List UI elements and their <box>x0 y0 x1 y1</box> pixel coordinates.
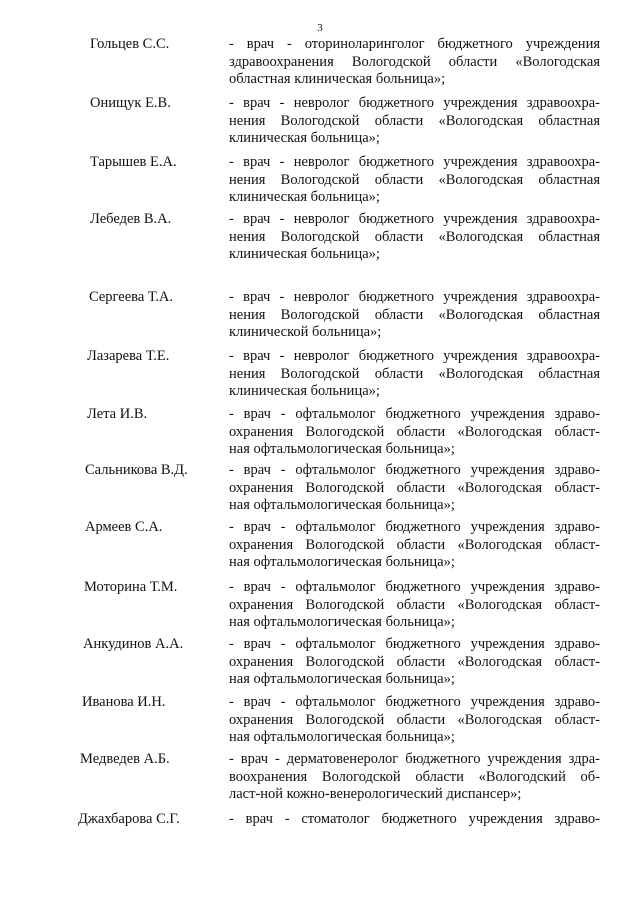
description-line: нения Вологодской области «Вологодская областная <box>229 112 600 129</box>
description-line: охранения Вологодской области «Вологодская област- <box>229 479 600 496</box>
description-line: - врач - невролог бюджетного учреждения здравоохра- <box>229 154 600 170</box>
person-name: Тарышев Е.А. <box>90 154 177 170</box>
position-description <box>229 636 600 689</box>
description-line: областная клиническая больница»; <box>229 71 446 87</box>
person-name: Лазарева Т.Е. <box>87 348 170 364</box>
position-description <box>229 95 600 148</box>
description-line: клиническая больница»; <box>229 130 380 146</box>
person-name: Иванова И.Н. <box>82 694 166 710</box>
description-line: ная офтальмологическая больница»; <box>229 497 455 513</box>
description-line: - врач - офтальмолог бюджетного учреждения здраво- <box>229 519 600 535</box>
description-line: - врач - невролог бюджетного учреждения здравоохра- <box>229 95 600 111</box>
position-description <box>229 694 600 747</box>
description-line: - врач - офтальмолог бюджетного учреждения здраво- <box>229 694 600 710</box>
position-description <box>229 579 600 632</box>
person-name: Лета И.В. <box>87 406 148 422</box>
person-name: Анкудинов А.А. <box>83 636 184 652</box>
description-line: охранения Вологодской области «Вологодская област- <box>229 653 600 670</box>
description-line: клиническая больница»; <box>229 246 380 262</box>
position-description <box>229 211 600 264</box>
description-line: ная офтальмологическая больница»; <box>229 441 455 457</box>
description-line: нения Вологодской области «Вологодская областная <box>229 306 600 323</box>
person-name: Моторина Т.М. <box>84 579 178 595</box>
position-description <box>229 348 600 401</box>
description-line: - врач - невролог бюджетного учреждения здравоохра- <box>229 211 600 227</box>
position-description <box>229 751 600 804</box>
person-name: Армеев С.А. <box>85 519 163 535</box>
description-line: клиническая больница»; <box>229 189 380 205</box>
person-name: Сальникова В.Д. <box>85 462 188 478</box>
description-line: охранения Вологодской области «Вологодская област- <box>229 711 600 728</box>
description-line: охранения Вологодской области «Вологодская област- <box>229 536 600 553</box>
description-line: ласт-ной кожно-венерологический диспансер»; <box>229 786 522 802</box>
description-line: воохранения Вологодской области «Вологодский об- <box>229 768 600 785</box>
description-line: - врач - офтальмолог бюджетного учреждения здраво- <box>229 579 600 595</box>
description-line: охранения Вологодской области «Вологодская област- <box>229 596 600 613</box>
description-line: охранения Вологодской области «Вологодская област- <box>229 423 600 440</box>
person-name: Медведев А.Б. <box>80 751 170 767</box>
position-description <box>229 811 600 829</box>
description-line: нения Вологодской области «Вологодская областная <box>229 228 600 245</box>
position-description <box>229 519 600 572</box>
position-description <box>229 289 600 342</box>
page-number: 3 <box>317 22 323 34</box>
description-line: - врач - стоматолог бюджетного учреждения здраво- <box>229 811 600 827</box>
person-name: Гольцев С.С. <box>90 36 170 52</box>
description-line: - врач - офтальмолог бюджетного учреждения здраво- <box>229 636 600 652</box>
description-line: ная офтальмологическая больница»; <box>229 671 455 687</box>
position-description <box>229 462 600 515</box>
description-line: клинической больница»; <box>229 324 382 340</box>
description-line: клиническая больница»; <box>229 383 380 399</box>
description-line: ная офтальмологическая больница»; <box>229 614 455 630</box>
description-line: - врач - невролог бюджетного учреждения здравоохра- <box>229 289 600 305</box>
description-line: - врач - офтальмолог бюджетного учреждения здраво- <box>229 462 600 478</box>
description-line: - врач - невролог бюджетного учреждения здравоохра- <box>229 348 600 364</box>
description-line: здравоохранения Вологодской области «Вологодская <box>229 53 600 70</box>
person-name: Сергеева Т.А. <box>89 289 174 305</box>
position-description <box>229 154 600 207</box>
description-line: - врач - офтальмолог бюджетного учреждения здраво- <box>229 406 600 422</box>
description-line: - врач - оториноларинголог бюджетного учреждения <box>229 36 600 52</box>
description-line: ная офтальмологическая больница»; <box>229 729 455 745</box>
person-name: Джахбарова С.Г. <box>78 811 180 827</box>
position-description <box>229 36 600 89</box>
person-name: Онищук Е.В. <box>90 95 171 111</box>
description-line: нения Вологодской области «Вологодская областная <box>229 171 600 188</box>
description-line: ная офтальмологическая больница»; <box>229 554 455 570</box>
position-description <box>229 406 600 459</box>
description-line: нения Вологодской области «Вологодская областная <box>229 365 600 382</box>
description-line: - врач - дерматовенеролог бюджетного учреждения здра- <box>229 751 600 767</box>
person-name: Лебедев В.А. <box>90 211 172 227</box>
